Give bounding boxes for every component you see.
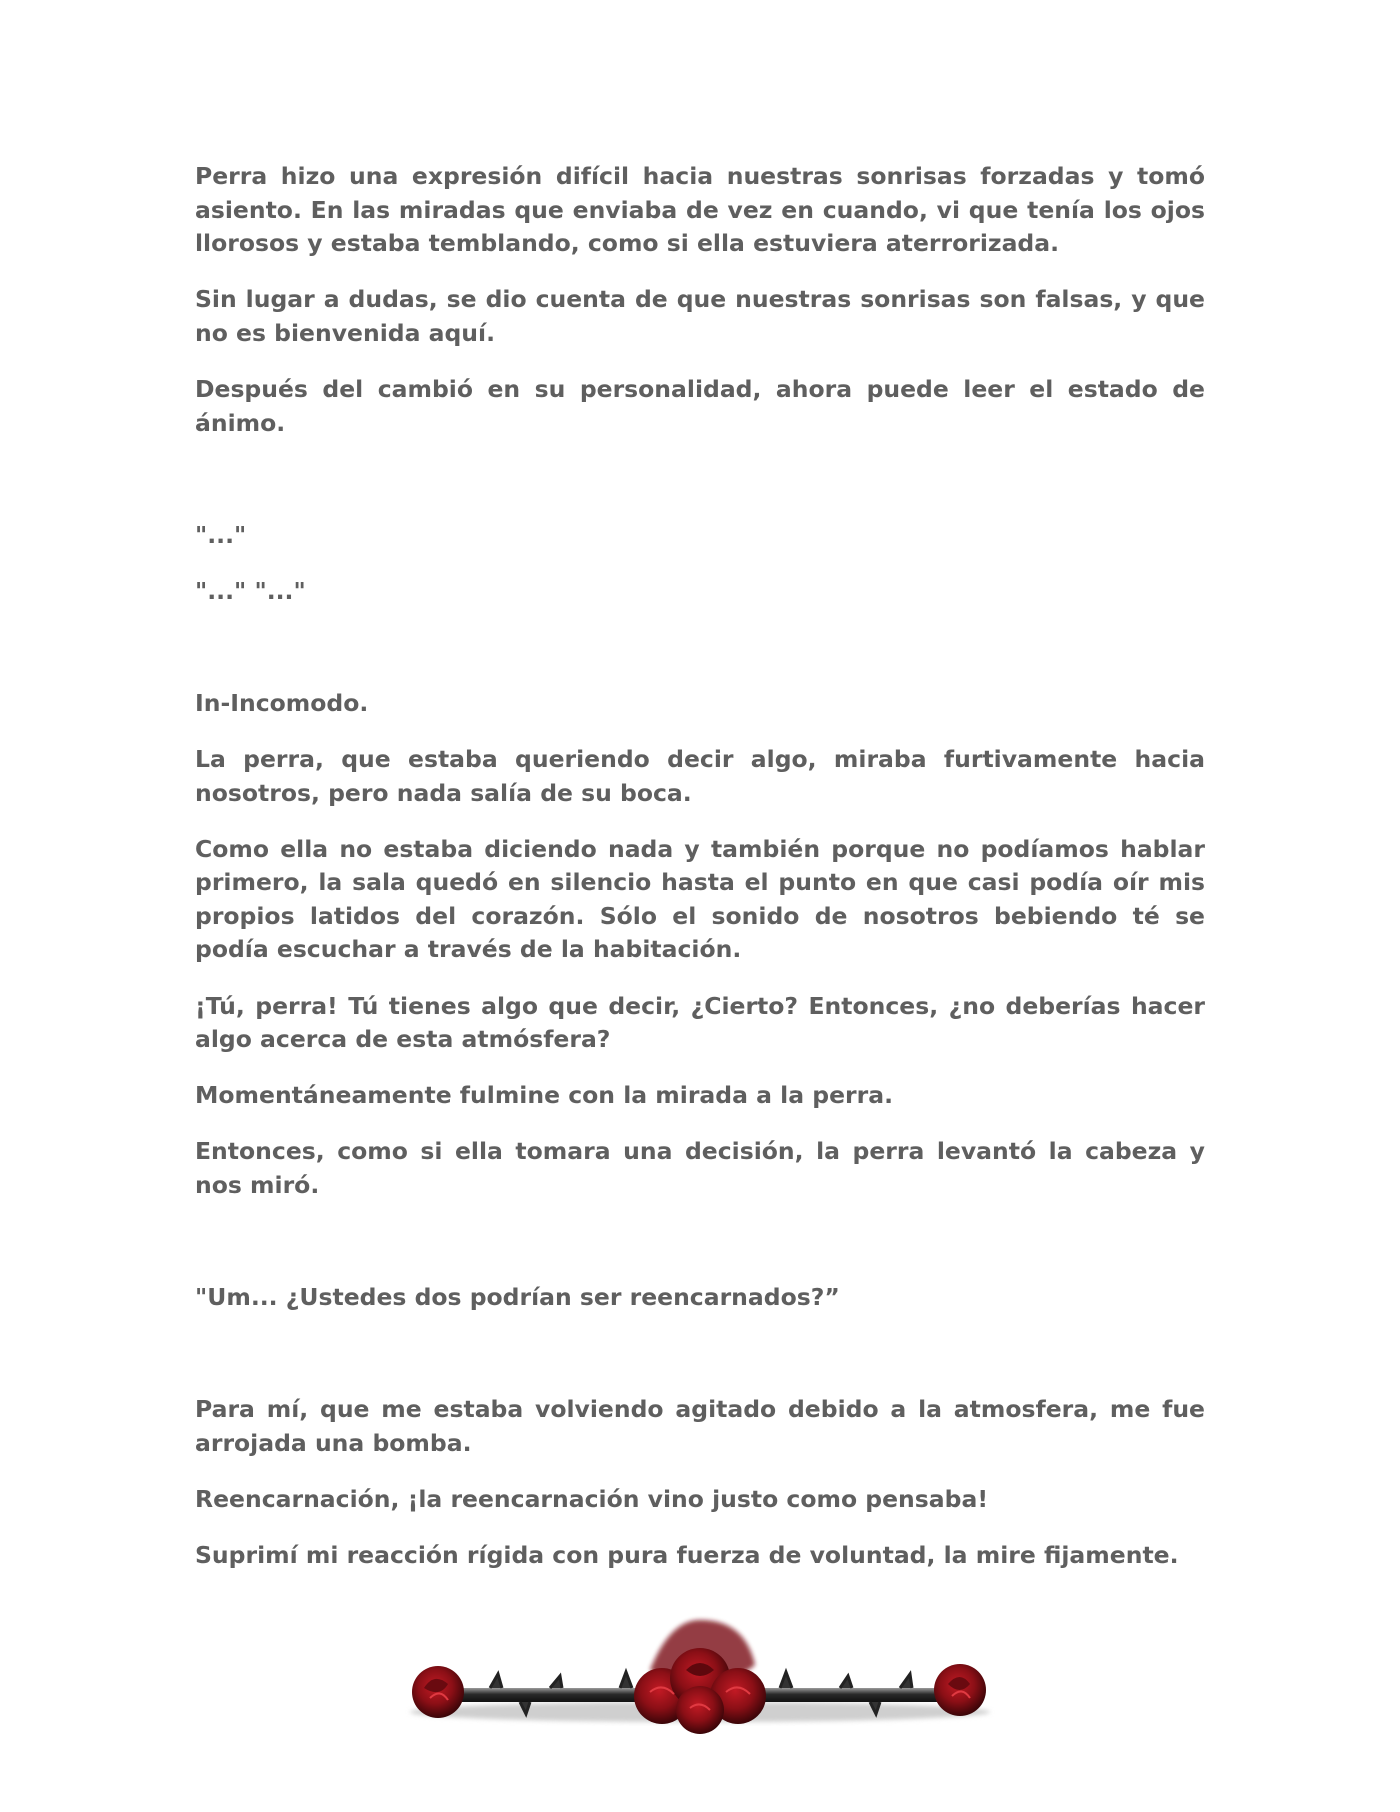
paragraph: Momentáneamente fulmine con la mirada a la perra. bbox=[195, 1081, 894, 1110]
paragraph: Después del cambió en su personalidad, ahora puede leer el estado de ánimo. bbox=[195, 374, 1205, 437]
paragraph: "..." bbox=[195, 520, 247, 549]
paragraph: La perra, que estaba queriendo decir algo, miraba furtivamente hacia nosotros, pero nada salía de su boca. bbox=[195, 744, 1205, 807]
paragraph: "Um... ¿Ustedes dos podrían ser reencarnados?” bbox=[195, 1282, 840, 1311]
paragraph: Suprimí mi reacción rígida con pura fuerza de voluntad, la mire fijamente. bbox=[195, 1540, 1179, 1569]
paragraph: Perra hizo una expresión difícil hacia nuestras sonrisas forzadas y tomó asiento. En las miradas que enviaba de vez en cuando, vi que tenía los ojos llorosos y estaba temblando, como si ella estuviera aterrorizada. bbox=[195, 162, 1205, 258]
paragraph: Como ella no estaba diciendo nada y también porque no podíamos hablar primero, la sala quedó en silencio hasta el punto en que casi podía oír mis propios latidos del corazón. Sólo el sonido de nosotros bebiendo té se podía escuchar a través de la habitación. bbox=[195, 834, 1205, 964]
section-spacer bbox=[195, 631, 1205, 687]
paragraph: Reencarnación, ¡la reencarnación vino justo como pensaba! bbox=[195, 1484, 989, 1513]
section-spacer bbox=[195, 463, 1205, 519]
document-body bbox=[195, 160, 1205, 1595]
paragraph: "..." "..." bbox=[195, 576, 306, 605]
paragraph: Entonces, como si ella tomara una decisión, la perra levantó la cabeza y nos miró. bbox=[195, 1137, 1205, 1199]
paragraph: Sin lugar a dudas, se dio cuenta de que nuestras sonrisas son falsas, y que no es bienvenida aquí. bbox=[195, 285, 1205, 347]
rose-divider-icon bbox=[400, 1600, 1000, 1740]
paragraph: In-Incomodo. bbox=[195, 688, 369, 717]
paragraph: Para mí, que me estaba volviendo agitado debido a la atmosfera, me fue arrojada una bomba. bbox=[195, 1395, 1205, 1457]
section-spacer bbox=[195, 1337, 1205, 1393]
section-spacer bbox=[195, 1225, 1205, 1281]
paragraph: ¡Tú, perra! Tú tienes algo que decir, ¿Cierto? Entonces, ¿no deberías hacer algo acerca de esta atmósfera? bbox=[195, 991, 1205, 1054]
